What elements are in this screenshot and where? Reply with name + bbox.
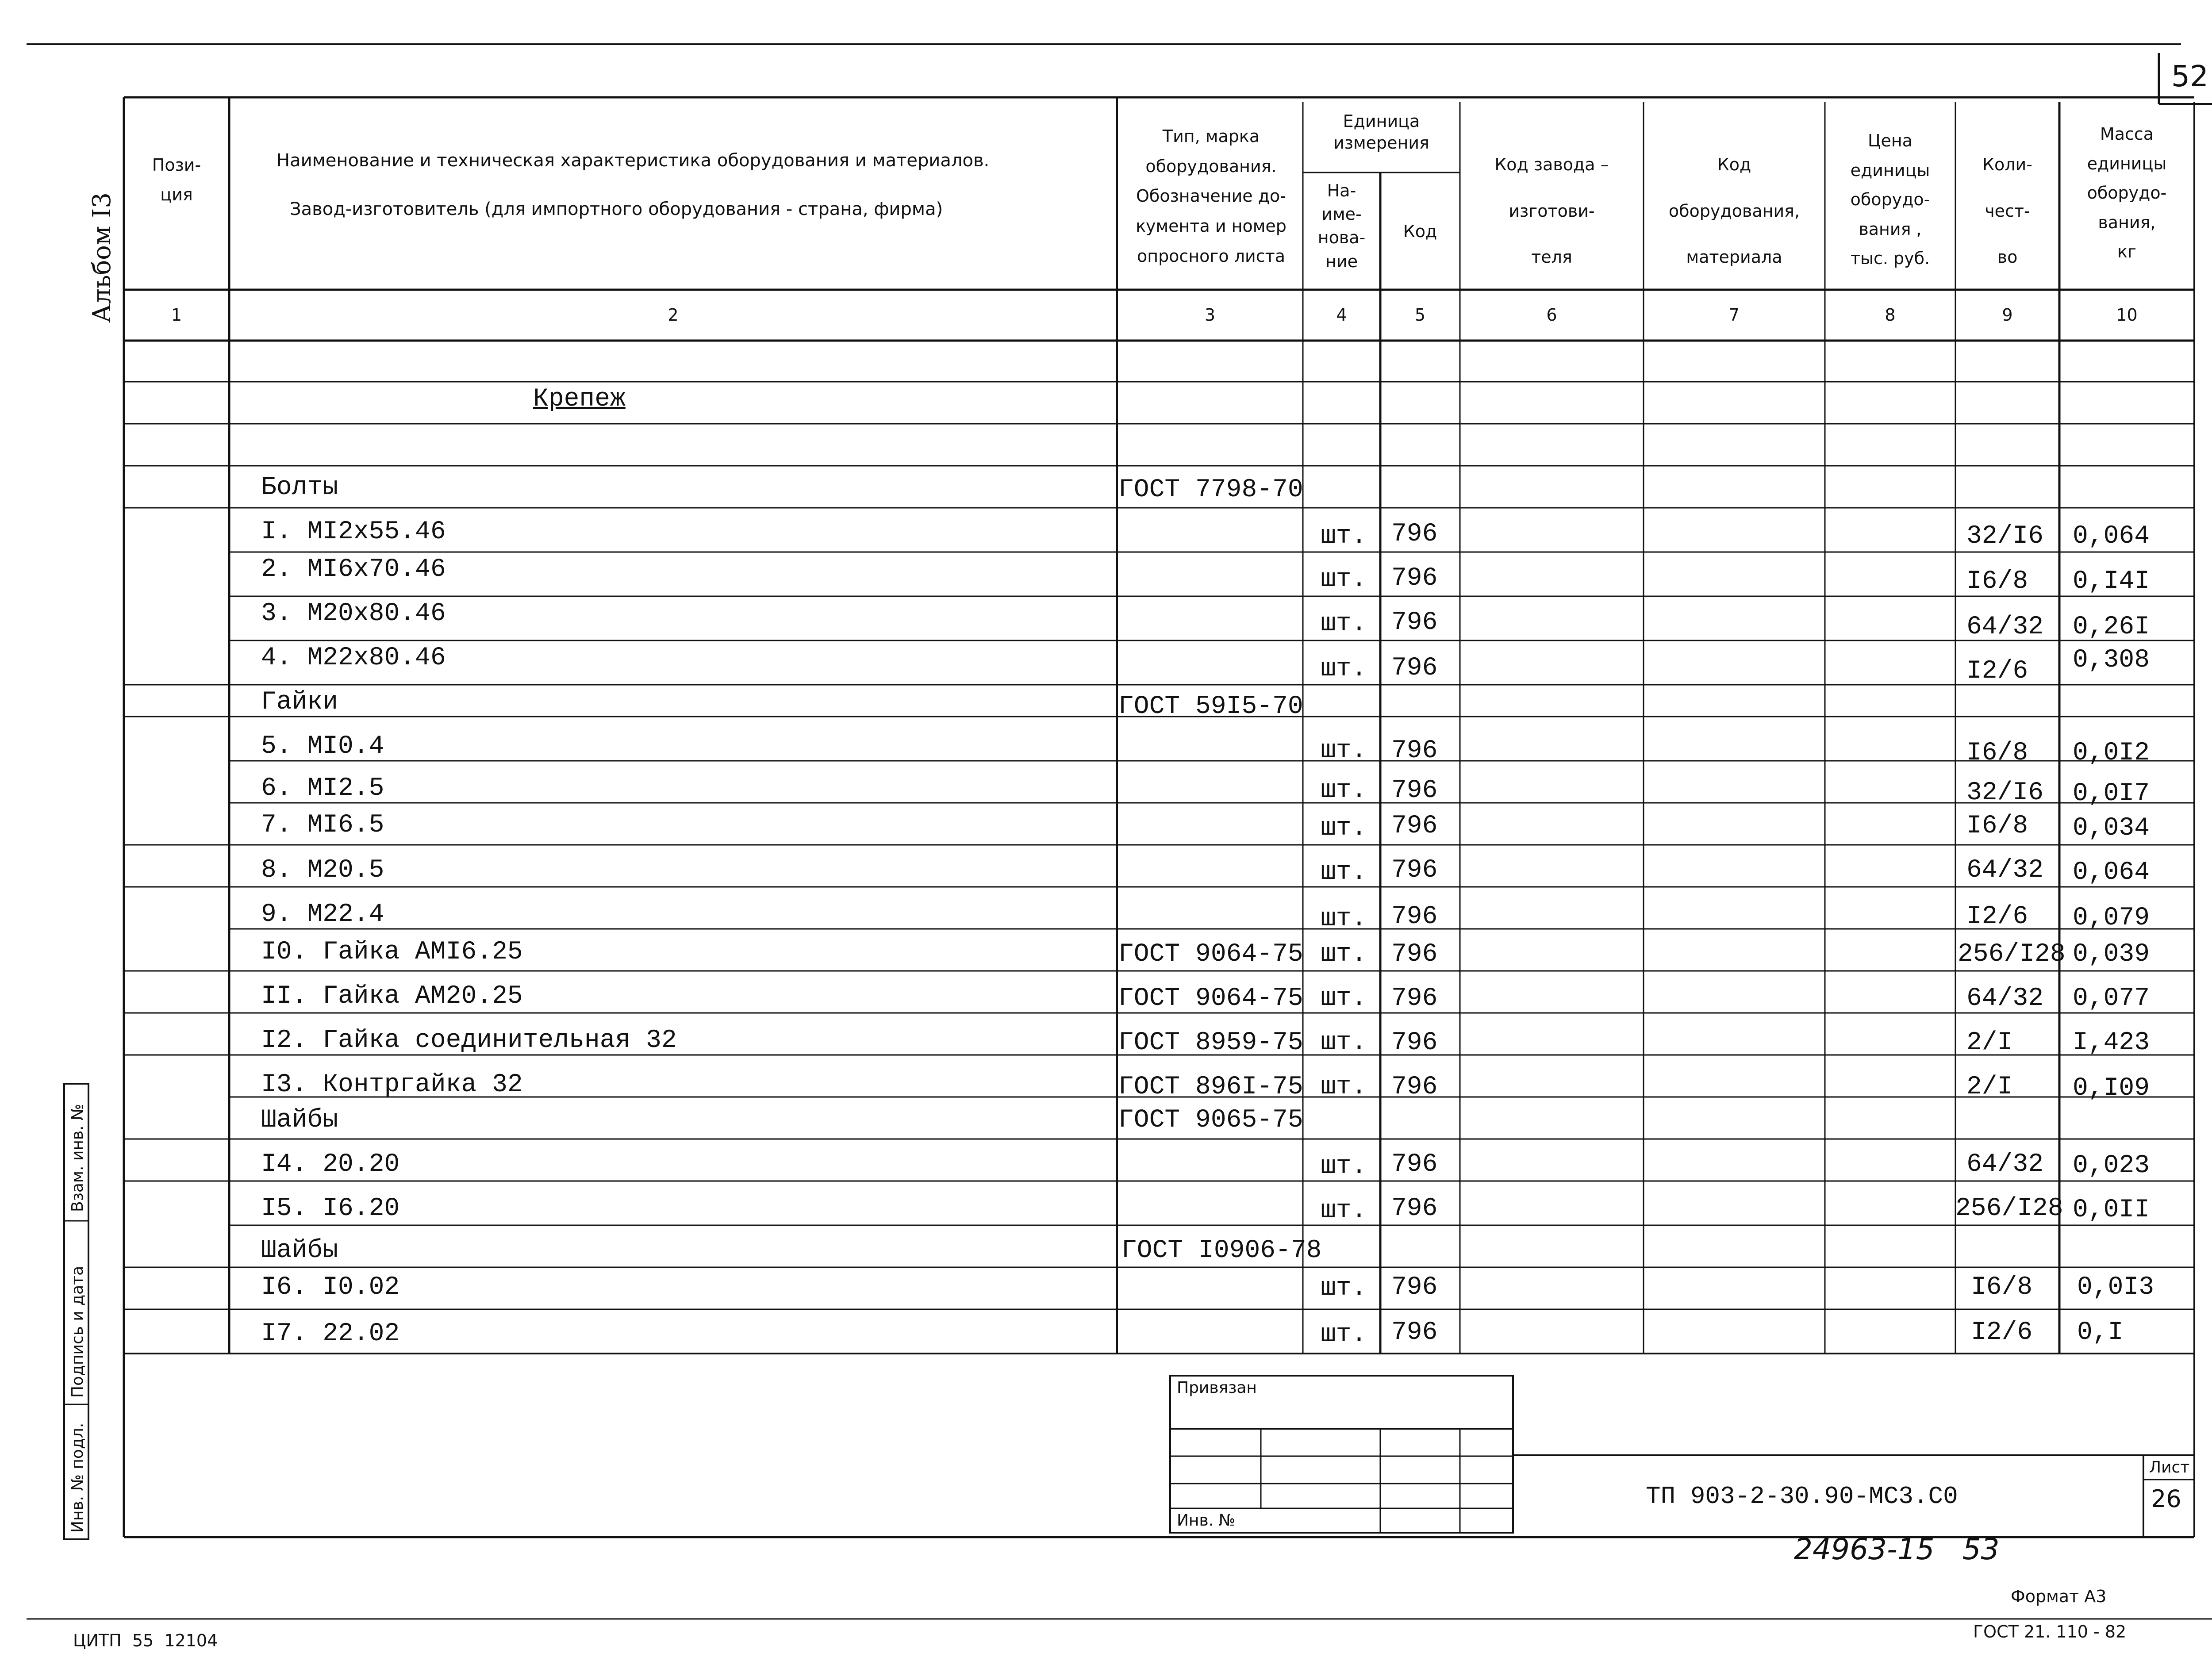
item-name: I3. Контргайка 32 <box>261 1070 523 1099</box>
unit-code: 796 <box>1391 940 1438 969</box>
quantity: I2/6 <box>1971 1318 2033 1347</box>
mass: 0,0II <box>2073 1196 2150 1224</box>
quantity: I6/8 <box>1966 812 2028 840</box>
unit-code: 796 <box>1391 520 1438 548</box>
side-label-inv-podl: Инв. № подл. <box>69 1423 87 1533</box>
document-code: ТП 903-2-30.90-МС3.С0 <box>1646 1482 1958 1511</box>
header-unit-group: Единица измерения <box>1333 111 1429 153</box>
unit-name: шт. <box>1321 984 1367 1013</box>
gost-label: ГОСТ 21. 110 - 82 <box>1973 1622 2127 1641</box>
unit-code: 796 <box>1391 1028 1438 1057</box>
header-name-line2: Завод-изготовитель (для импортного оборудования - страна, фирма) <box>290 199 943 219</box>
unit-code: 796 <box>1391 1150 1438 1179</box>
item-name: 6. MI2.5 <box>261 774 384 803</box>
group-name: Гайки <box>261 688 338 717</box>
item-name: 9. M22.4 <box>261 900 384 929</box>
column-number: 6 <box>1546 305 1557 325</box>
quantity: 64/32 <box>1966 856 2044 885</box>
unit-code: 796 <box>1391 1273 1438 1302</box>
column-number: 7 <box>1728 305 1740 325</box>
mass: I,423 <box>2073 1028 2150 1057</box>
format-label: Формат А3 <box>2011 1587 2107 1606</box>
column-number: 5 <box>1414 305 1426 325</box>
unit-name: шт. <box>1321 1274 1367 1303</box>
doc-ref: ГОСТ 9065-75 <box>1118 1106 1303 1135</box>
quantity: 64/32 <box>1966 1150 2044 1179</box>
mass: 0,079 <box>2073 904 2150 932</box>
mass: 0,I <box>2077 1318 2124 1347</box>
mass: 0,077 <box>2073 984 2150 1013</box>
item-name: I7. 22.02 <box>261 1319 400 1348</box>
unit-code: 796 <box>1391 736 1438 765</box>
group-name: Болты <box>261 473 338 502</box>
mass: 0,034 <box>2073 814 2150 843</box>
unit-name: шт. <box>1321 1320 1367 1349</box>
quantity: 64/32 <box>1966 613 2044 641</box>
item-name: I5. I6.20 <box>261 1194 400 1223</box>
side-label-vzam: Взам. инв. № <box>69 1104 87 1212</box>
item-name: II. Гайка AM20.25 <box>261 982 523 1011</box>
handwritten-number: 24963-15 53 <box>1794 1532 2000 1566</box>
header-price: Цена единицы оборудо- вания , тыс. руб. <box>1850 131 1930 268</box>
sheet-label: Лист <box>2149 1458 2190 1476</box>
side-label-podpis: Подпись и дата <box>69 1266 87 1398</box>
unit-code: 796 <box>1391 654 1438 683</box>
header-unit-code: Код <box>1403 222 1437 241</box>
mass: 0,039 <box>2073 940 2150 969</box>
unit-name: шт. <box>1321 1152 1367 1181</box>
unit-name: шт. <box>1321 736 1367 765</box>
item-name: 4. M22x80.46 <box>261 644 446 672</box>
unit-code: 796 <box>1391 902 1438 931</box>
quantity: I2/6 <box>1966 902 2028 931</box>
quantity: 2/I <box>1966 1028 2013 1057</box>
header-quantity: Коли- чест- во <box>1982 155 2032 267</box>
album-label: Альбом I3 <box>88 192 116 323</box>
unit-code: 796 <box>1391 564 1438 593</box>
quantity: 256/I28 <box>1955 1194 2063 1223</box>
item-name: I. MI2x55.46 <box>261 518 446 546</box>
mass: 0,023 <box>2073 1151 2150 1180</box>
column-number: 8 <box>1885 305 1896 325</box>
printer-code: ЦИТП 55 12104 <box>73 1631 218 1650</box>
header-equipment-code: Код оборудования, материала <box>1668 155 1800 267</box>
quantity: 32/I6 <box>1966 778 2044 807</box>
doc-ref: ГОСТ 8959-75 <box>1118 1028 1303 1057</box>
mass: 0,064 <box>2073 858 2150 887</box>
unit-name: шт. <box>1321 1073 1367 1101</box>
item-name: 7. MI6.5 <box>261 811 384 840</box>
column-number: 2 <box>668 305 679 325</box>
column-number: 3 <box>1204 305 1216 325</box>
mass: 0,26I <box>2073 613 2150 641</box>
item-name: I6. I0.02 <box>261 1273 400 1302</box>
unit-code: 796 <box>1391 1073 1438 1101</box>
quantity: 64/32 <box>1966 984 2044 1013</box>
doc-ref: ГОСТ 896I-75 <box>1118 1073 1303 1101</box>
mass: 0,I4I <box>2073 567 2150 596</box>
item-name: 8. M20.5 <box>261 856 384 885</box>
doc-ref: ГОСТ 7798-70 <box>1118 476 1303 504</box>
header-position: Пози- ция <box>152 155 201 204</box>
unit-code: 796 <box>1391 776 1438 805</box>
unit-name: шт. <box>1321 610 1367 638</box>
unit-name: шт. <box>1321 565 1367 594</box>
quantity: 32/I6 <box>1966 522 2044 551</box>
mass: 0,064 <box>2073 522 2150 551</box>
item-name: 2. MI6x70.46 <box>261 555 446 584</box>
stamp-inv-no: Инв. № <box>1177 1511 1236 1530</box>
unit-code: 796 <box>1391 984 1438 1013</box>
unit-name: шт. <box>1321 905 1367 933</box>
unit-name: шт. <box>1321 814 1367 843</box>
item-name: I0. Гайка AMI6.25 <box>261 938 523 966</box>
unit-code: 796 <box>1391 812 1438 840</box>
quantity: I6/8 <box>1966 567 2028 596</box>
header-type-doc: Тип, марка оборудования. Обозначение до- кумента и номер опросного листа <box>1136 127 1286 266</box>
unit-name: шт. <box>1321 940 1367 969</box>
unit-name: шт. <box>1321 522 1367 551</box>
quantity: 256/I28 <box>1958 940 2066 969</box>
quantity: I6/8 <box>1971 1273 2033 1302</box>
mass: 0,0I2 <box>2073 739 2150 767</box>
mass: 0,I09 <box>2073 1074 2150 1103</box>
header-mass: Масса единицы оборудо- вания, кг <box>2087 124 2167 261</box>
item-name: I2. Гайка соединительная 32 <box>261 1026 677 1055</box>
item-name: 3. M20x80.46 <box>261 599 446 628</box>
mass: 0,0I7 <box>2073 779 2150 808</box>
column-number: 9 <box>2002 305 2013 325</box>
page-number: 52 <box>2171 59 2208 93</box>
sheet-number: 26 <box>2151 1485 2181 1513</box>
group-name: Шайбы <box>261 1106 338 1135</box>
item-name: I4. 20.20 <box>261 1150 400 1179</box>
unit-name: шт. <box>1321 1028 1367 1057</box>
mass: 0,308 <box>2073 646 2150 675</box>
quantity: I6/8 <box>1966 739 2028 767</box>
unit-code: 796 <box>1391 1318 1438 1347</box>
unit-name: шт. <box>1321 858 1367 887</box>
mass: 0,0I3 <box>2077 1273 2154 1302</box>
unit-name: шт. <box>1321 1196 1367 1225</box>
stamp-privyazan: Привязан <box>1177 1379 1257 1397</box>
section-heading: Крепеж <box>533 385 626 414</box>
header-plant-code: Код завода – изготови- теля <box>1494 155 1609 267</box>
column-number: 1 <box>171 305 182 325</box>
header-name-line1: Наименование и техническая характеристика оборудования и материалов. <box>276 150 990 171</box>
group-name: Шайбы <box>261 1236 338 1265</box>
quantity: I2/6 <box>1966 657 2028 686</box>
unit-code: 796 <box>1391 856 1438 885</box>
unit-code: 796 <box>1391 1194 1438 1223</box>
column-number: 10 <box>2116 305 2138 325</box>
unit-name: шт. <box>1321 655 1367 683</box>
doc-ref: ГОСТ 9064-75 <box>1118 940 1303 969</box>
doc-ref: ГОСТ I0906-78 <box>1121 1236 1322 1265</box>
column-number: 4 <box>1336 305 1347 325</box>
doc-ref: ГОСТ 59I5-70 <box>1118 692 1303 721</box>
unit-name: шт. <box>1321 776 1367 805</box>
header-unit-name: На- име- нова- ние <box>1317 181 1366 271</box>
unit-code: 796 <box>1391 608 1438 637</box>
doc-ref: ГОСТ 9064-75 <box>1118 984 1303 1013</box>
quantity: 2/I <box>1966 1073 2013 1101</box>
item-name: 5. MI0.4 <box>261 732 384 761</box>
